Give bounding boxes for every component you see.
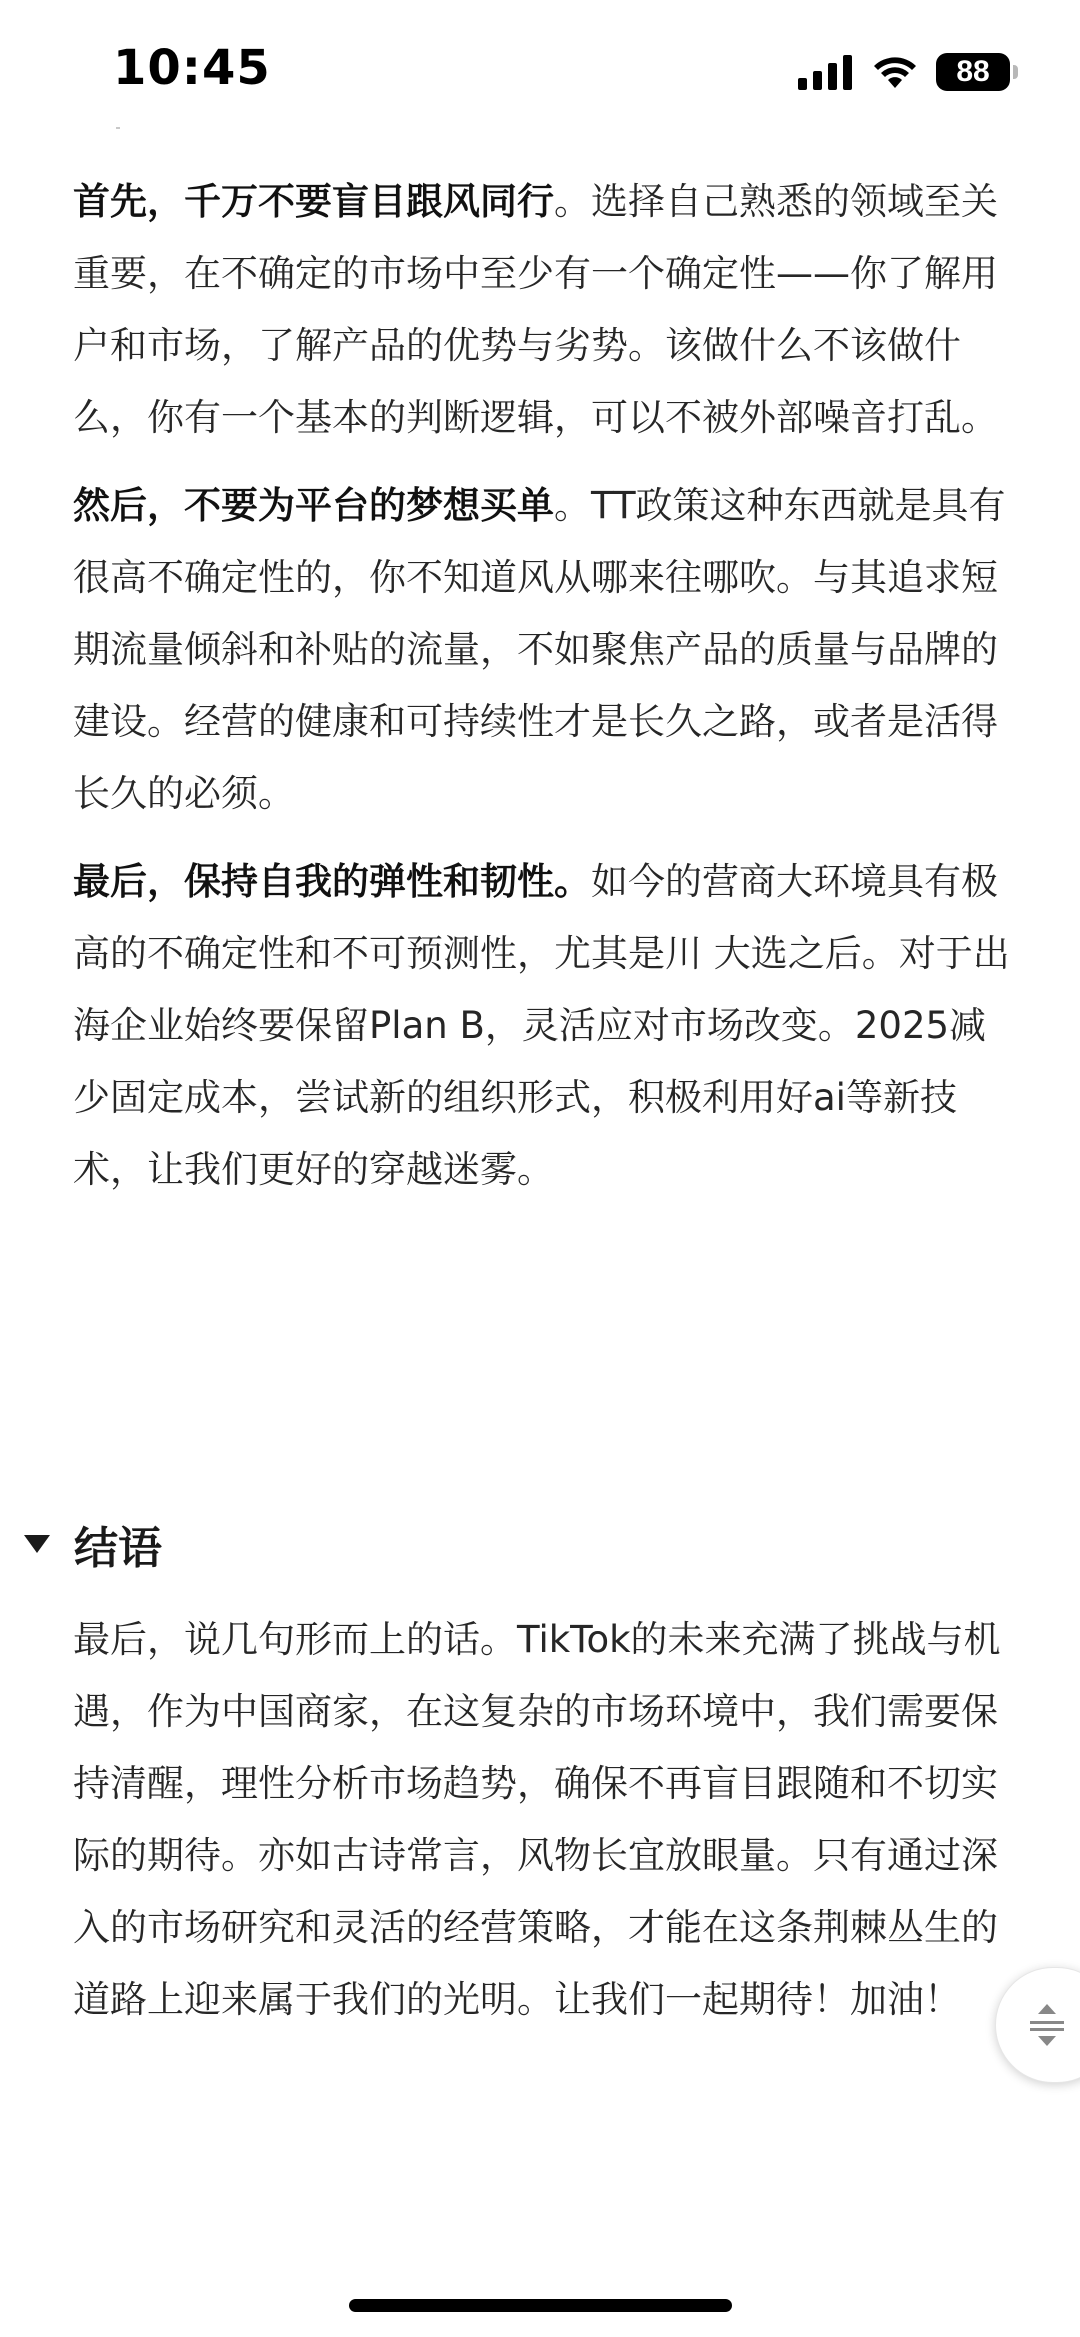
section-toggle-conclusion[interactable] [22,1512,162,1576]
scroll-remnant [116,127,120,129]
conclusion-paragraph: 最后，说几句形而上的话。TikTok的未来充满了挑战与机遇，作为中国商家，在这复杂的市场环境中，我们需要保持清醒，理性分析市场趋势，确保不再盲目跟随和不切实际的期待。亦如古诗常言，风物长宜放眼量。只有通过深入的市场研究和灵活的经营策略，才能在这条荆棘丛生的道路上迎来属于我们的光明。让我们一起期待！加油！ [73,1618,1001,2021]
status-bar [0,0,1080,140]
battery-tip [1013,65,1018,79]
article-body [73,166,1013,1206]
paragraph-first [73,166,1013,454]
collapse-icon[interactable] [1026,2000,1068,2050]
battery-icon [936,53,1010,91]
paragraph-then-text: 。TT政策这种东西就是具有很高不确定性的，你不知道风从哪来往哪吹。与其追求短期流量倾斜和补贴的流量，不如聚焦产品的质量与品牌的建设。经营的健康和可持续性才是长久之路，或者是活得长久的必须。 [73,484,1006,815]
paragraph-first-bold: 首先，千万不要盲目跟风同行 [73,180,554,223]
paragraph-then [73,470,1013,830]
status-time: 10:45 [113,40,271,96]
paragraph-last-bold: 最后，保持自我的弹性和韧性。 [73,860,591,903]
wifi-icon [872,54,918,90]
paragraph-then-bold: 然后，不要为平台的梦想买单 [73,484,554,527]
home-indicator[interactable] [349,2299,732,2312]
triangle-down-icon[interactable] [22,1532,52,1556]
section-title: 结语 [74,1523,162,1574]
paragraph-first-text: 。选择自己熟悉的领域至关重要，在不确定的市场中至少有一个确定性——你了解用户和市场，了解产品的优势与劣势。该做什么不该做什么，你有一个基本的判断逻辑，可以不被外部噪音打乱。 [73,180,998,439]
status-icons [798,52,1010,92]
conclusion-body [73,1604,1013,2036]
paragraph-last-text: 如今的营商大环境具有极高的不确定性和不可预测性，尤其是川 大选之后。对于出海企业始终要保留Plan B，灵活应对市场改变。2025减少固定成本，尝试新的组织形式，积极利用好ai等新技术，让我们更好的穿越迷雾。 [73,860,1010,1191]
signal-icon [798,54,854,90]
battery-level: 88 [956,55,990,88]
paragraph-last [73,846,1013,1206]
